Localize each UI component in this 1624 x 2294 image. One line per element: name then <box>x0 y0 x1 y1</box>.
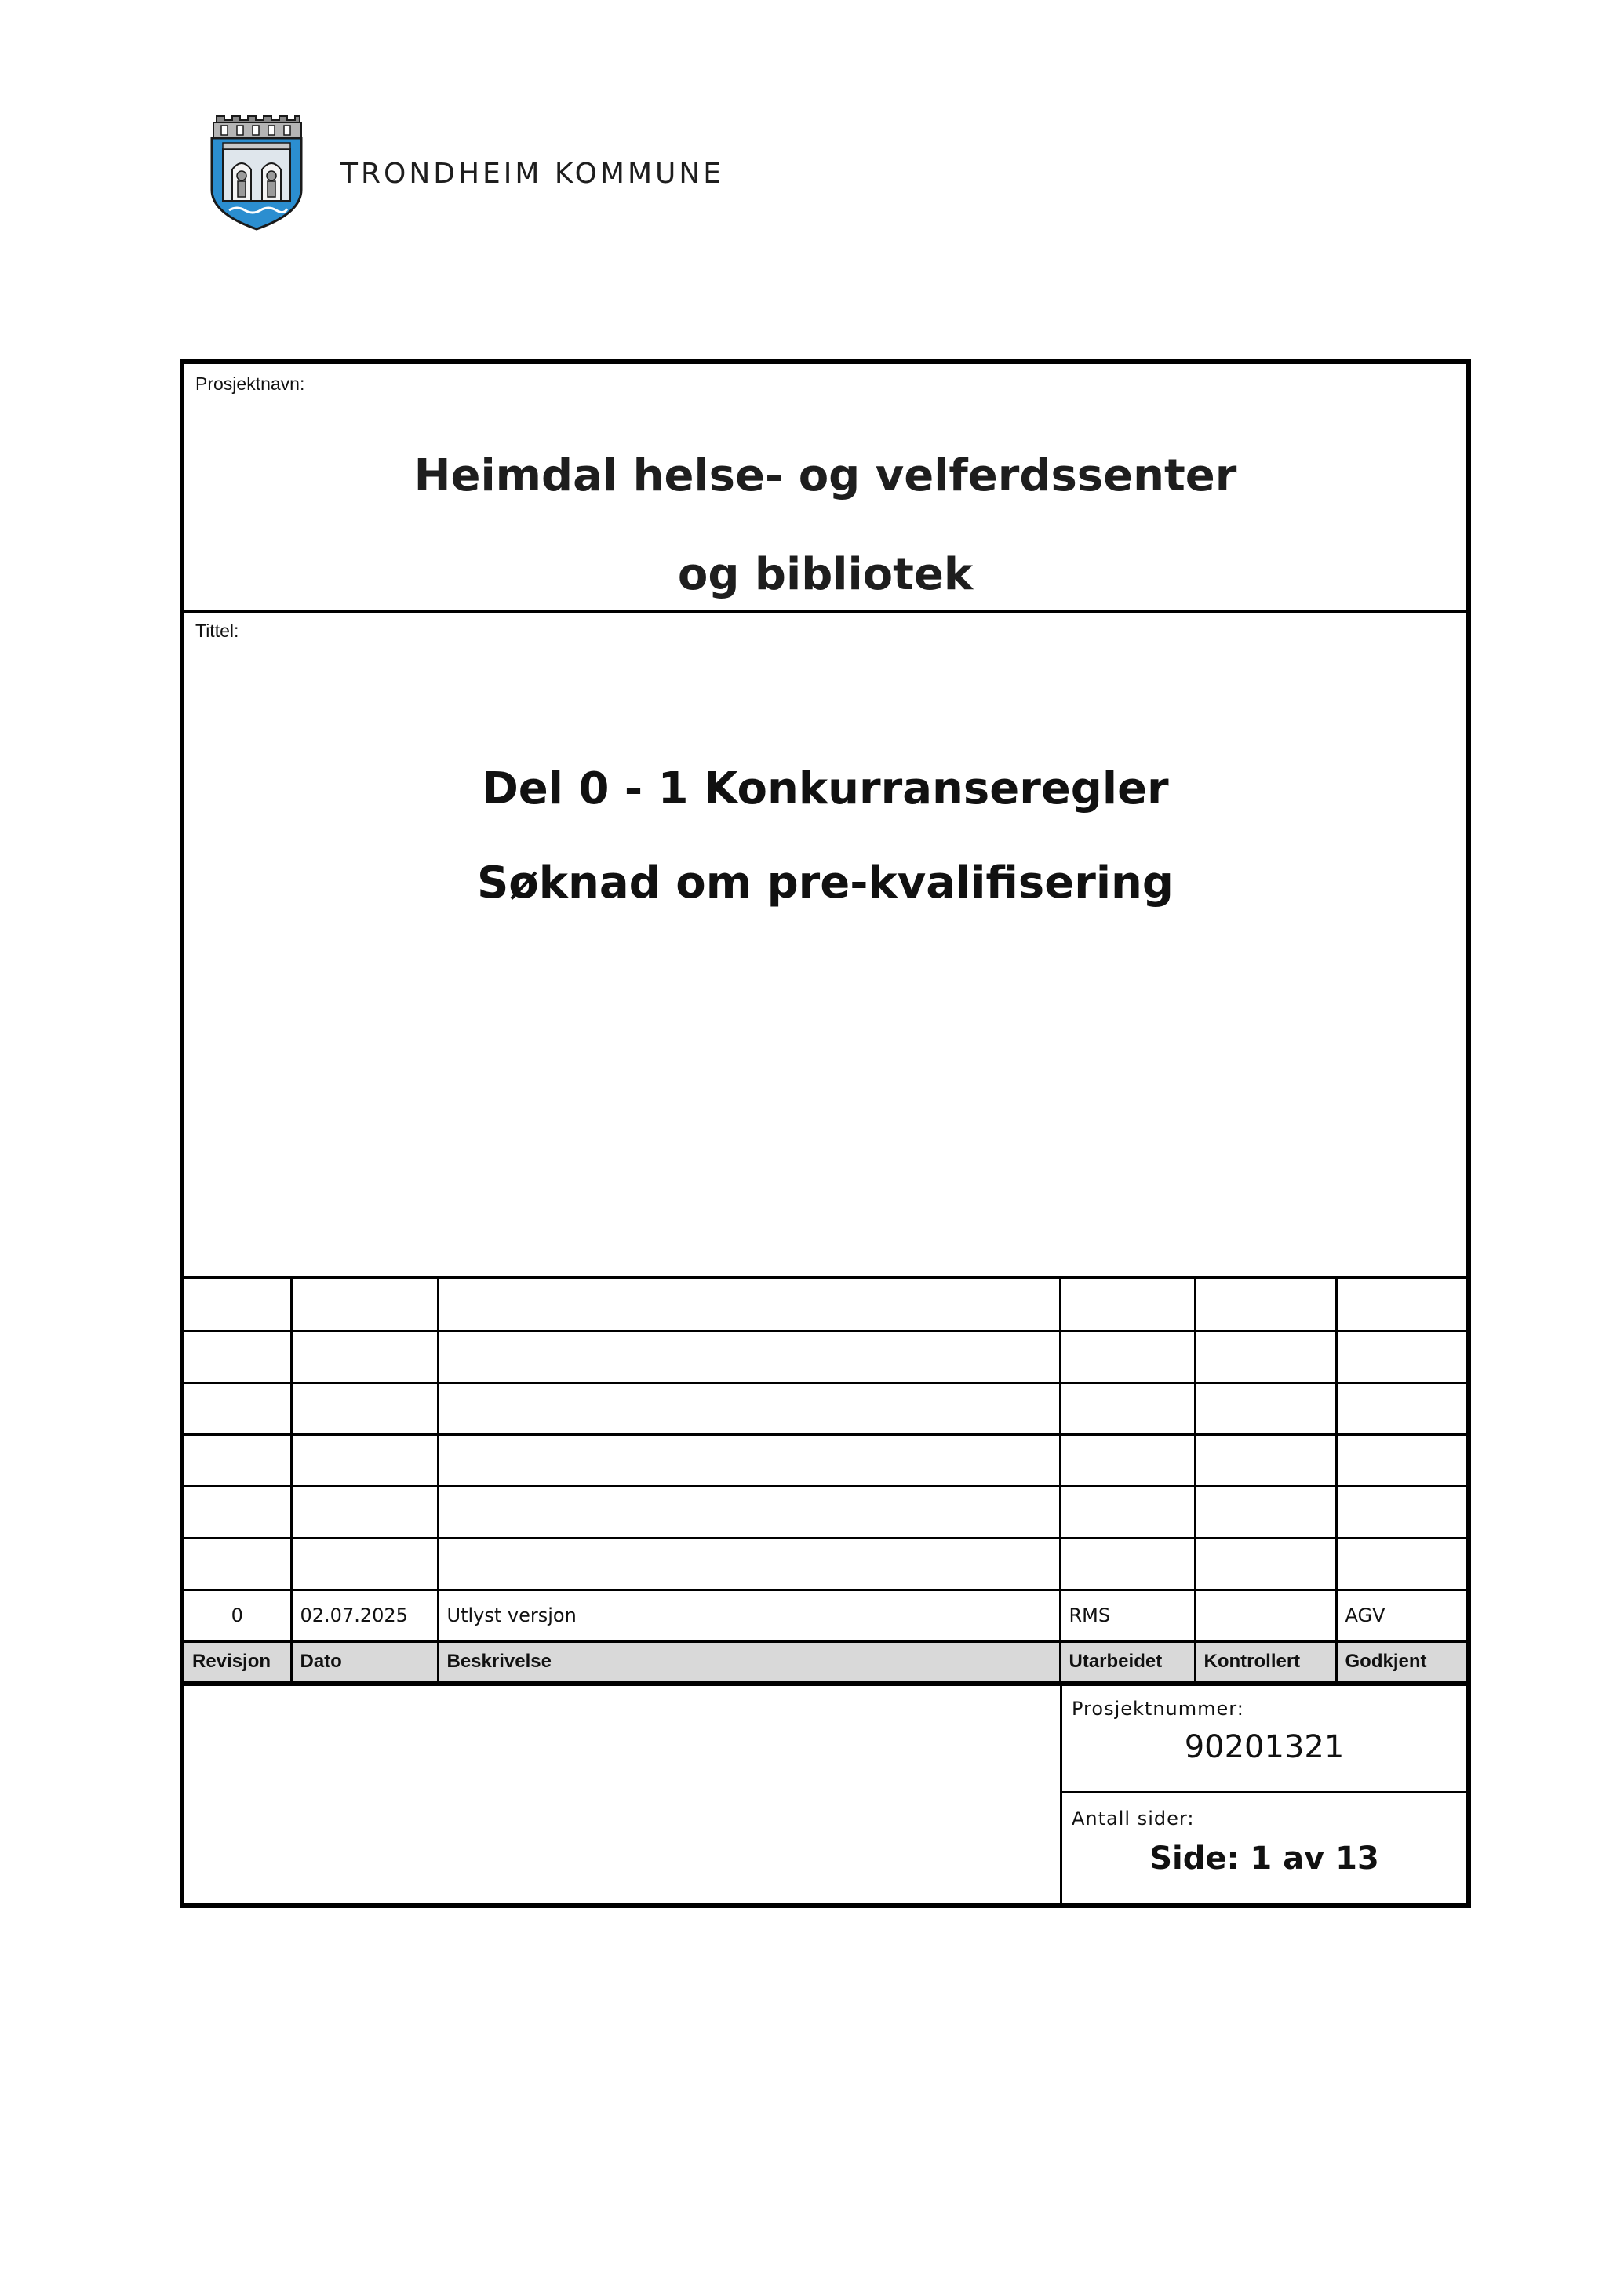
document-title-line-1: Del 0 - 1 Konkurranseregler <box>482 763 1169 814</box>
description-cell <box>438 1331 1060 1382</box>
title-section <box>184 613 1466 1279</box>
prepared-cell <box>1060 1434 1195 1486</box>
prepared-cell <box>1060 1538 1195 1589</box>
date-cell: 02.07.2025 <box>291 1589 438 1641</box>
organization-name: TRONDHEIM KOMMUNE <box>340 157 725 190</box>
description-column-header: Beskrivelse <box>438 1641 1060 1684</box>
page-count-value: Side: 1 av 13 <box>1149 1841 1379 1877</box>
project-name-line-2: og bibliotek <box>677 549 974 600</box>
prepared-cell <box>1060 1486 1195 1538</box>
checked-cell <box>1195 1279 1336 1331</box>
revision-row <box>184 1382 1466 1434</box>
date-cell <box>291 1382 438 1434</box>
revision-column-header: Revisjon <box>184 1641 291 1684</box>
checked-cell <box>1195 1589 1336 1641</box>
prepared-cell <box>1060 1279 1195 1331</box>
prepared-column-header: Utarbeidet <box>1060 1641 1195 1684</box>
description-cell <box>438 1434 1060 1486</box>
project-info-block <box>1060 1684 1466 1903</box>
project-name-line-1: Heimdal helse- og velferdssenter <box>413 450 1237 501</box>
trondheim-coat-of-arms-icon <box>206 115 308 232</box>
revision-row <box>184 1486 1466 1538</box>
revision-cell <box>184 1382 291 1434</box>
approved-column-header: Godkjent <box>1336 1641 1466 1684</box>
revision-row <box>184 1589 1466 1641</box>
description-cell <box>438 1486 1060 1538</box>
document-title <box>184 742 1466 930</box>
checked-cell <box>1195 1538 1336 1589</box>
date-cell <box>291 1538 438 1589</box>
revision-row <box>184 1434 1466 1486</box>
project-number-cell <box>1062 1684 1466 1793</box>
description-cell <box>438 1538 1060 1589</box>
title-label: Tittel: <box>195 621 239 641</box>
bottom-section <box>184 1684 1466 1903</box>
revision-row <box>184 1331 1466 1382</box>
date-cell <box>291 1331 438 1382</box>
date-cell <box>291 1434 438 1486</box>
approved-cell <box>1336 1331 1466 1382</box>
date-cell <box>291 1279 438 1331</box>
revision-cell <box>184 1538 291 1589</box>
project-number-label: Prosjektnummer: <box>1072 1698 1244 1720</box>
approved-cell <box>1336 1486 1466 1538</box>
revision-row <box>184 1538 1466 1589</box>
checked-column-header: Kontrollert <box>1195 1641 1336 1684</box>
checked-cell <box>1195 1486 1336 1538</box>
revision-cell <box>184 1279 291 1331</box>
approved-cell <box>1336 1279 1466 1331</box>
revision-row <box>184 1279 1466 1331</box>
revision-table <box>184 1279 1466 1686</box>
project-name-label: Prosjektnavn: <box>195 373 305 394</box>
project-name-section <box>184 364 1466 613</box>
description-cell <box>438 1382 1060 1434</box>
checked-cell <box>1195 1382 1336 1434</box>
revision-cell: 0 <box>184 1589 291 1641</box>
prepared-cell <box>1060 1382 1195 1434</box>
date-cell <box>291 1486 438 1538</box>
document-title-line-2: Søknad om pre-kvalifisering <box>476 858 1174 908</box>
revision-cell <box>184 1434 291 1486</box>
revision-header-row <box>184 1641 1466 1684</box>
description-cell <box>438 1279 1060 1331</box>
project-number-value: 90201321 <box>1184 1729 1345 1765</box>
project-name <box>184 427 1466 624</box>
approved-cell <box>1336 1538 1466 1589</box>
revision-cell <box>184 1486 291 1538</box>
title-block <box>180 359 1471 1908</box>
page-count-cell <box>1062 1793 1466 1903</box>
prepared-cell: RMS <box>1060 1589 1195 1641</box>
description-cell: Utlyst versjon <box>438 1589 1060 1641</box>
checked-cell <box>1195 1331 1336 1382</box>
approved-cell: AGV <box>1336 1589 1466 1641</box>
checked-cell <box>1195 1434 1336 1486</box>
approved-cell <box>1336 1434 1466 1486</box>
approved-cell <box>1336 1382 1466 1434</box>
prepared-cell <box>1060 1331 1195 1382</box>
page-count-label: Antall sider: <box>1072 1808 1195 1830</box>
revision-cell <box>184 1331 291 1382</box>
date-column-header: Dato <box>291 1641 438 1684</box>
document-header <box>206 115 724 232</box>
